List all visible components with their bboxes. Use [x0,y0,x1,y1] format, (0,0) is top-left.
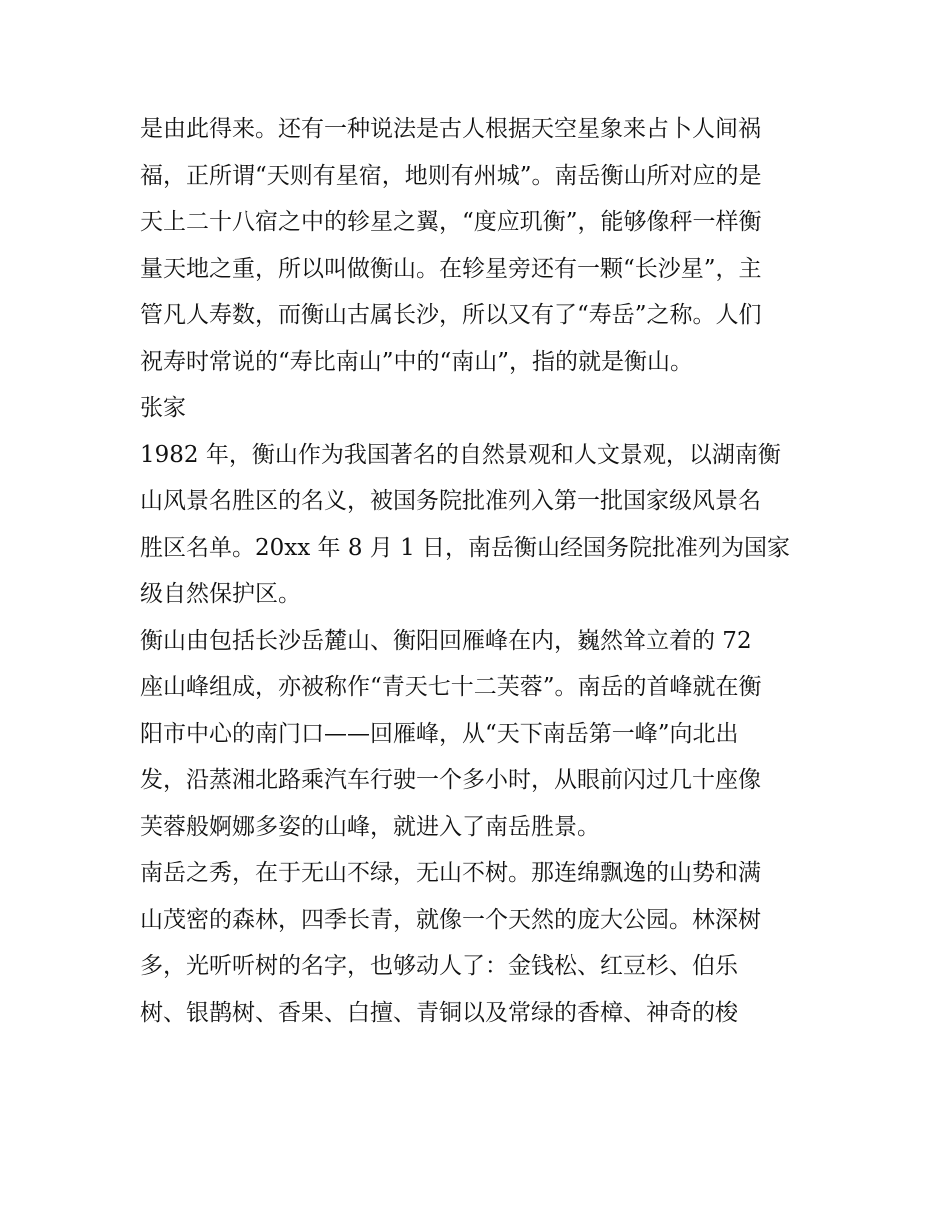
section-heading: 张家 [140,395,186,421]
text-line: 1982 年，衡山作为我国著名的自然景观和人文景观，以湖南衡 [140,441,781,468]
text-line: 发，沿蒸湘北路乘汽车行驶一个多小时，从眼前闪过几十座像 [140,767,761,793]
text-line: 芙蓉般婀娜多姿的山峰，就进入了南岳胜景。 [140,813,600,840]
text-line: 衡山由包括长沙岳麓山、衡阳回雁峰在内，巍然耸立着的 72 [140,627,752,654]
text-line: 多，光听听树的名字，也够动人了：金钱松、红豆杉、伯乐 [140,953,738,979]
text-line: 山茂密的森林，四季长青，就像一个天然的庞大公园。林深树 [140,906,761,933]
text-line: 祝寿时常说的“寿比南山”中的“南山”，指的就是衡山。 [140,348,694,375]
text-line: 是由此得来。还有一种说法是古人根据天空星象来占卜人间祸 [140,116,761,142]
text-line: 阳市中心的南门口——回雁峰，从“天下南岳第一峰”向北出 [140,720,739,747]
text-line: 福，正所谓“天则有星宿，地则有州城”。南岳衡山所对应的是 [140,162,762,189]
text-line: 级自然保护区。 [140,581,301,607]
text-line: 量天地之重，所以叫做衡山。在轸星旁还有一颗“长沙星”，主 [140,255,762,282]
text-line: 天上二十八宿之中的轸星之翼，“度应玑衡”，能够像秤一样衡 [140,209,762,235]
text-line: 管凡人寿数，而衡山古属长沙，所以又有了“寿岳”之称。人们 [140,302,762,328]
text-line: 树、银鹊树、香果、白擅、青铜以及常绿的香樟、神奇的梭 [140,999,738,1026]
text-line: 南岳之秀，在于无山不绿，无山不树。那连绵飘逸的山势和满 [140,860,761,886]
document-body [140,106,812,1036]
text-line: 山风景名胜区的名义，被国务院批准列入第一批国家级风景名 [140,488,761,514]
text-line: 胜区名单。20xx 年 8 月 1 日，南岳衡山经国务院批准列为国家 [140,534,791,561]
text-line: 座山峰组成，亦被称作“青天七十二芙蓉”。南岳的首峰就在衡 [140,674,762,700]
